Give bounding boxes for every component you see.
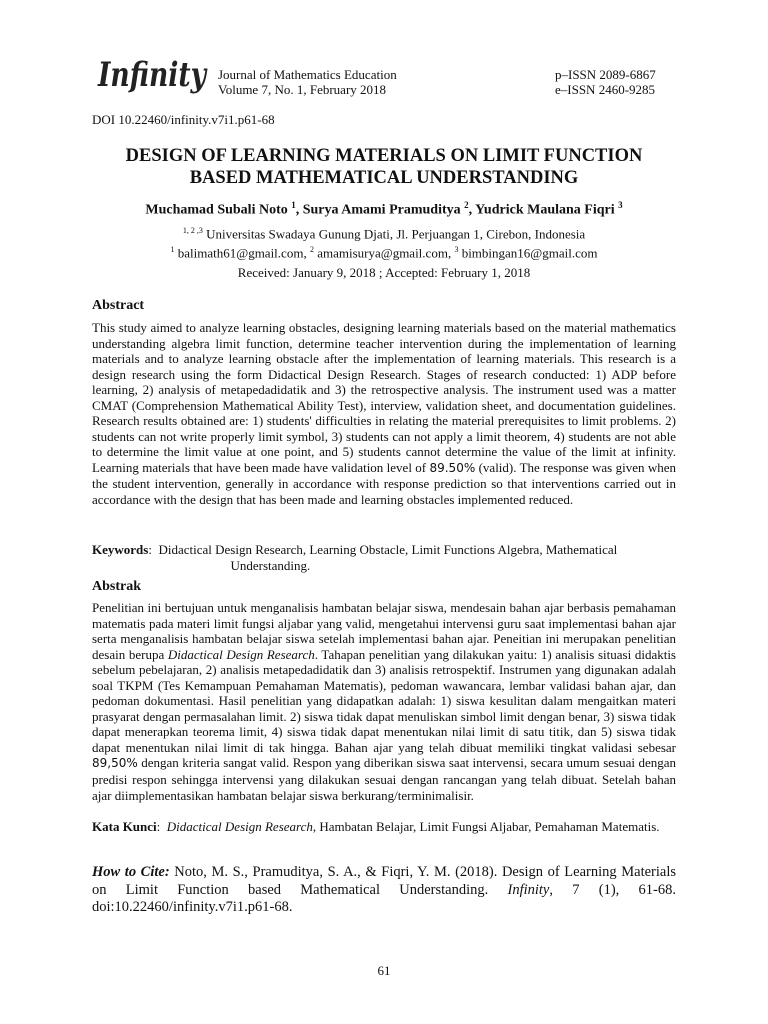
keywords-text: Didactical Design Research, Learning Obstacle, Limit Functions Algebra, Mathematical Understanding. [158, 542, 618, 573]
doi-line: DOI 10.22460/infinity.v7i1.p61-68 [92, 112, 275, 127]
abstrak-text: Penelitian ini bertujuan untuk menganalisis hambatan belajar siswa, mendesain bahan ajar berbasis pemahaman matematis pada materi limit fungsi aljabar yang valid, mengetahui intervensi guru saat implementasi bahan ajar serta menganalisis hambatan belajar siswa setelah implementasi bahan ajar. Peneitian ini merupakan penelitian desain berupa [92, 600, 676, 662]
abstract-body [92, 320, 676, 508]
e-issn: e–ISSN 2460-9285 [555, 82, 656, 97]
abstrak-text: dengan kriteria sangat valid. Respon yang diberikan siswa saat intervensi, secara umum sesuai dengan predisi respon sehingga intervensi yang dilakukan sesuai dengan rancangan yang telah dibuat. Setelah bahan ajar diimplementasikan hambatan belajar siswa berkurang/terminimalisir. [92, 755, 676, 803]
email-sup: 3 [454, 245, 459, 255]
abstract-text: (valid). The response was given when the student intervention, generally in accordance with response prediction so that interventions carried out in accordance with the design that has been made and learning obstacles implemented reduced. [92, 459, 676, 508]
page-number: 61 [377, 963, 391, 978]
kata-kunci-label: Kata Kunci [92, 819, 157, 834]
keywords-colon: : [148, 542, 159, 557]
author-name: Muchamad Subali Noto [145, 202, 288, 218]
authors-line [60, 200, 708, 219]
email-sep: , [447, 245, 455, 261]
abstrak-body [92, 600, 676, 803]
email: balimath61@gmail.com [177, 245, 304, 261]
email-sup: 2 [309, 245, 314, 255]
how-to-cite-label: How to Cite: [92, 864, 170, 880]
title-line-1: DESIGN OF LEARNING MATERIALS ON LIMIT FUNCTION [125, 146, 643, 166]
affiliation-text: Universitas Swadaya Gunung Djati, Jl. Perjuangan 1, Cirebon, Indonesia [206, 226, 586, 242]
email: amamisurya@gmail.com [317, 245, 448, 261]
keywords [92, 542, 676, 573]
p-issn: p–ISSN 2089-6867 [555, 67, 656, 82]
abstract-text: This study aimed to analyze learning obstacles, designing learning materials based on the material mathematics understanding algebra limit function, determine teacher intervention during the implementation of learning materials and to analyze learning obstacle after the implementation of learning materials. This research is a design research using the form Didactical Design Research. Stages of research conducted: 1) ADP before learning, 2) analysis of metapedadidatik and 3) the retrospective analysis. The instrument used was a matter CMAT (Comprehension Mathematical Ability Test), interview, validation sheet, and documentation guidelines. Research results obtained are: 1) students' difficulties in relating the material prerequisites to limit problems. 2) students can not write properly limit symbol, 3) students can not apply a limit theorem, 4) students are not able to determine the limit value at one point, and 5) students cannot determine the value of the limit at infinity. Learning materials that have been made have validation level of [92, 320, 676, 475]
author-sup: 2 [464, 200, 469, 210]
kata-kunci [92, 819, 676, 835]
how-to-cite-text: , 7 (1), 61-68. doi:10.22460/infinity.v7i1.p61-68. [92, 881, 676, 915]
journal-info [218, 67, 397, 97]
how-to-cite [92, 864, 676, 917]
how-to-cite-journal: Infinity [507, 881, 550, 898]
logo-text: Infinity [97, 55, 208, 95]
affiliation [60, 223, 708, 262]
abstrak-heading: Abstrak [92, 579, 142, 594]
email-sep: , [303, 245, 310, 261]
issn-info [555, 67, 656, 97]
abstract-heading: Abstract [92, 298, 145, 313]
kata-kunci-rest: , Hambatan Belajar, Limit Fungsi Aljabar, Pemahaman Matematis. [312, 819, 660, 834]
kata-kunci-italic: Didactical Design Research [166, 819, 313, 834]
paper-title [60, 145, 708, 189]
author-sep: , [468, 202, 476, 218]
email: bimbingan16@gmail.com [461, 245, 598, 261]
received-dates: Received: January 9, 2018 ; Accepted: February 1, 2018 [237, 265, 531, 280]
journal-name: Journal of Mathematics Education [218, 67, 397, 82]
author-sup: 3 [618, 200, 623, 210]
author-sup: 1 [291, 200, 296, 210]
kata-kunci-text [167, 819, 676, 835]
kata-kunci-colon: : [156, 819, 167, 834]
affiliation-line [60, 223, 708, 242]
abstract-validation-value: 89.50% [429, 460, 476, 475]
affiliation-sup: 1, 2 ,3 [182, 226, 203, 235]
author-sep: , [295, 202, 303, 218]
title-line-2: BASED MATHEMATICAL UNDERSTANDING [189, 168, 579, 188]
email-sup: 1 [170, 245, 175, 255]
emails-line [60, 242, 708, 261]
abstrak-validation-value: 89,50% [92, 756, 138, 771]
abstrak-text: . Tahapan penelitian yang dilakukan yaitu: 1) analisis situasi didaktis sebelum pebelajaran, 2) analisis metapedadidatik dan 3) analisis retrospektif. Instrumen yang digunakan adalah soal TKPM (Tes Kemampuan Pemahaman Matematis), pedoman wawancara, lembar validasi bahan ajar, dan pedoman dokumentasi. Hasil penelitian yang didapatkan adalah: 1) siswa kesulitan dalam mengaitkan materi prasyarat dengan permasalahan limit. 2) siswa tidak dapat menuliskan simbol limit dengan benar, 3) siswa tidak dapat menerapkan teorema limit, 4) siswa tidak dapat menentukan nilai limit di satu titik, dan 5) siswa tidak dapat menentukan nilai limit di tak hingga. Bahan ajar yang telah dibuat memiliki tingkat validasi sebesar [92, 646, 676, 755]
abstrak-italic: Didactical Design Research [167, 646, 315, 662]
author-name: Yudrick Maulana Fiqri [475, 202, 615, 218]
author-name: Surya Amami Pramuditya [302, 202, 461, 218]
keywords-label: Keywords [92, 542, 149, 557]
how-to-cite-text: Noto, M. S., Pramuditya, S. A., & Fiqri, Y. M. (2018). Design of Learning Materials on Limit Function based Mathematical Understanding. [92, 864, 676, 898]
journal-logo [96, 48, 210, 100]
journal-volume: Volume 7, No. 1, February 2018 [218, 82, 387, 97]
